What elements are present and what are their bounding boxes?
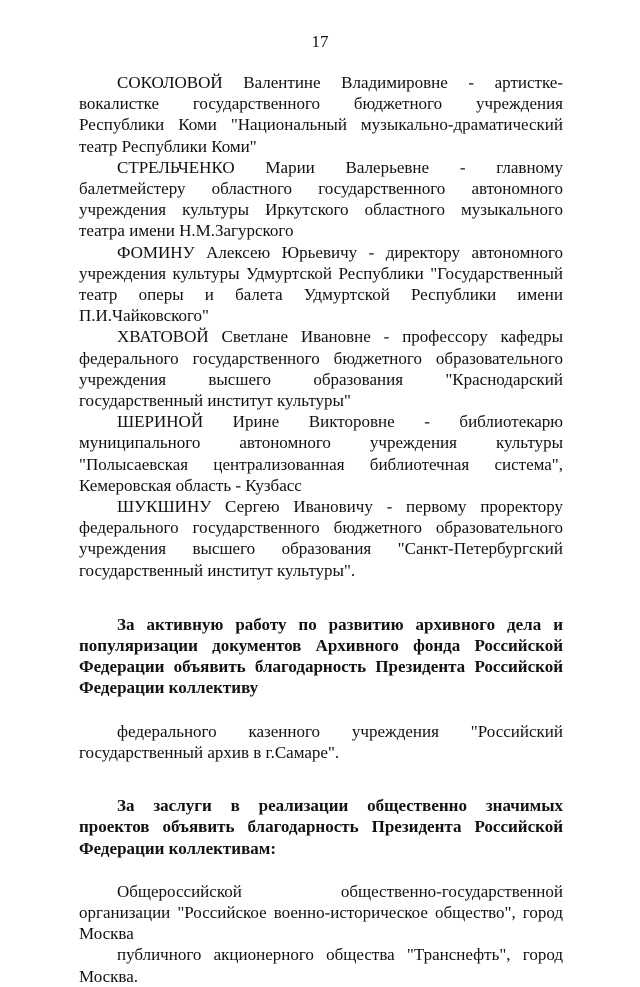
- archive-award-section: [79, 614, 563, 763]
- awardee-entry: ФОМИНУ Алексею Юрьевичу - директору автономного учреждения культуры Удмуртской Республики "Государственный театр оперы и балета Удмуртской Республики имени П.И.Чайковского": [79, 242, 563, 326]
- projects-award-recipient: публичного акционерного общества "Транснефть", город Москва.: [79, 945, 563, 986]
- page-number: 17: [311, 32, 329, 51]
- awardee-entry: СОКОЛОВОЙ Валентине Владимировне - артистке-вокалистке государственного бюджетного учреждения Республики Коми "Национальный музыкально-драматический театр Республики Коми": [79, 73, 563, 156]
- document-body: [79, 72, 563, 987]
- awardee-entry: СТРЕЛЬЧЕНКО Марии Валерьевне - главному балетмейстеру областного государственного автономного учреждения культуры Иркутского областного музыкального театра имени Н.М.Загурского: [79, 157, 563, 241]
- awardee-entry: ШЕРИНОЙ Ирине Викторовне - библиотекарю муниципального автономного учреждения культуры "Полысаевская централизованная библиотечная система", Кемеровская область - Кузбасс: [79, 412, 563, 495]
- projects-award-section: [79, 795, 563, 987]
- projects-award-recipient: Общероссийской общественно-государственной организации "Российское военно-историческое общество", город Москва: [79, 881, 563, 944]
- awardee-entry: ШУКШИНУ Сергею Ивановичу - первому проректору федерального государственного бюджетного образовательного учреждения высшего образования "Санкт-Петербургский государственный институт культуры".: [79, 497, 563, 580]
- archive-award-heading: За активную работу по развитию архивного дела и популяризации документов Архивного фонда Российской Федерации объявить благодарность Президента Российской Федерации коллективу: [79, 614, 563, 698]
- archive-award-recipient: федерального казенного учреждения "Российский государственный архив в г.Самаре".: [79, 721, 563, 762]
- awardee-entry: ХВАТОВОЙ Светлане Ивановне - профессору кафедры федерального государственного бюджетного образовательного учреждения высшего образования "Краснодарский государственный институт культуры": [79, 327, 563, 411]
- awardee-list: [79, 72, 563, 581]
- projects-award-heading: За заслуги в реализации общественно значимых проектов объявить благодарность Президента Российской Федерации коллективам:: [79, 796, 563, 858]
